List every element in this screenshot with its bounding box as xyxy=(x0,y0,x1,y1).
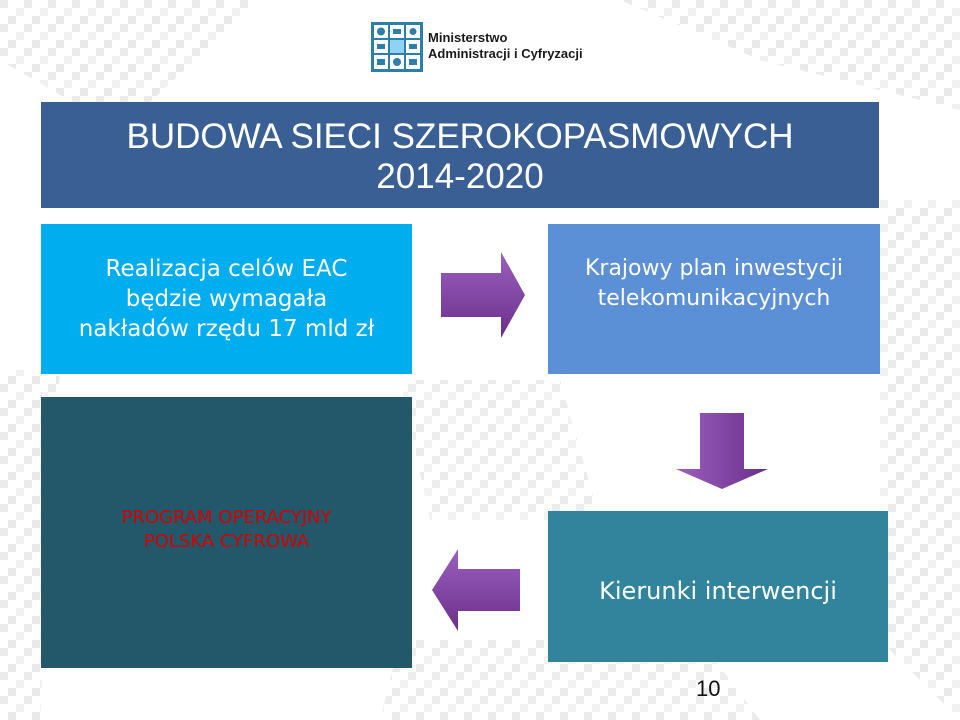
plan-line-1: Krajowy plan inwestycji xyxy=(584,256,844,281)
eac-line-1: Realizacja celów EAC xyxy=(105,256,348,282)
title-line-1: BUDOWA SIECI SZEROKOPASMOWYCH xyxy=(126,117,794,156)
eac-line-2: będzie wymagała xyxy=(125,286,328,312)
plan-line-2: telekomunikacyjnych xyxy=(597,286,831,311)
plan-box xyxy=(548,224,880,374)
ministry-line-2: Administracji i Cyfryzacji xyxy=(428,46,583,61)
kierunki-label: Kierunki interwencji xyxy=(599,577,837,605)
ministry-name xyxy=(428,30,583,62)
page-number: 10 xyxy=(696,676,721,701)
ministry-logo-icon xyxy=(371,22,423,72)
title-box xyxy=(41,102,879,208)
arrow-left-icon xyxy=(432,549,520,631)
ministry-line-1: Ministerstwo xyxy=(428,30,508,45)
kierunki-box xyxy=(548,511,888,662)
eac-line-3: nakładów rzędu 17 mld zł xyxy=(78,316,375,342)
program-box xyxy=(41,397,412,668)
arrow-down-icon xyxy=(676,413,768,489)
title-line-2: 2014-2020 xyxy=(376,157,544,196)
arrow-right-icon xyxy=(441,252,525,338)
eac-box xyxy=(41,224,412,374)
program-line-2: POLSKA CYFROWA xyxy=(143,531,310,552)
program-line-1: PROGRAM OPERACYJNY xyxy=(121,507,332,528)
